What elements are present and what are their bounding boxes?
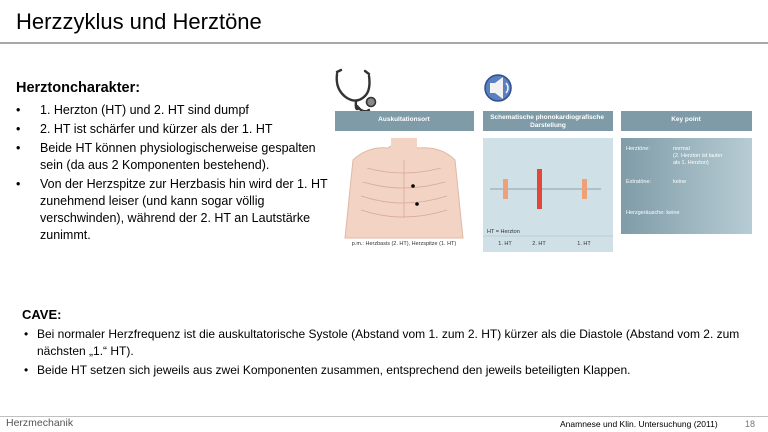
slide-title: Herzzyklus und Herztöne [16,9,262,34]
header-auskultationsort-label: Auskultationsort [378,116,430,123]
phono-label-1ht: 1. HT [498,241,512,247]
heart-sounds-figure [333,68,755,256]
list-item: • 2. HT ist schärfer und kürzer als der 1. HT [16,121,332,138]
neck [391,138,417,154]
auscultation-point-apex [415,202,419,206]
stethoscope-icon [337,70,376,111]
phono-legend: HT = Herzton [487,229,520,235]
keypoint-extratoene-value: keine [673,179,687,185]
auskultation-caption: p.m.: Herzbasis (2. HT), Herzspitze (1. HT) [351,241,457,247]
keypoint-herzgeraeusche: Herzgeräusche: keine [626,210,680,216]
phono-label-1ht-next: 1. HT [577,241,591,247]
phono-label-2ht: 2. HT [532,241,546,247]
footer-topic: Herzmechanik [6,417,74,429]
header-phono-label-line: Darstellung [530,122,566,129]
header-keypoint-label: Key point [671,116,701,123]
page-number: 18 [745,419,756,429]
keypoint-herztoene-value-2: (2. Herzton ist lauter [673,153,723,159]
keypoint-herztoene-value-1: normal [673,146,690,152]
cave-section [22,306,762,381]
phono-stroke-2ht [537,169,542,209]
list-item: • Bei normaler Herzfrequenz ist die auskultatorische Systole (Abstand vom 1. zum 2. HT) kürzer als die Diastole (Abstand vom 2. zum nächsten „1.“ HT). [22,326,762,360]
list-item: • Beide HT können physiologischerweise gespalten sein (da aus 2 Komponenten bestehend). [16,140,332,174]
list-item: • 1. Herzton (HT) und 2. HT sind dumpf [16,102,332,119]
footer-source: Anamnese und Klin. Untersuchung (2011) [560,419,718,429]
list-item: • Von der Herzspitze zur Herzbasis hin wird der 1. HT zunehmend leiser (und kann sogar völlig verschwinden), während der 2. HT an Lautstärke zunimmt. [16,176,332,244]
herztoncharakter-section [16,80,332,246]
list-item: • Beide HT setzen sich jeweils aus zwei Komponenten zusammen, entsprechend den jeweils beteiligten Klappen. [22,362,762,379]
herztoncharakter-list [16,102,332,244]
header-phono-label-line: Schematische phonokardiografische [490,114,604,121]
footer-divider [0,416,768,417]
cave-list [22,326,762,379]
keypoint-herztoene-label: Herztöne: [626,146,650,152]
speaker-icon[interactable] [485,75,511,101]
herztoncharakter-heading: Herztoncharakter: [16,80,141,96]
keypoint-herztoene-value-3: als 1. Herzton) [673,160,709,166]
phono-stroke-1ht-next [582,179,587,199]
phono-stroke-1ht [503,179,508,199]
keypoint-extratoene-label: Extratöne: [626,179,652,185]
cave-heading: CAVE: [22,307,62,322]
auscultation-point-base [411,184,415,188]
title-divider [0,42,768,44]
